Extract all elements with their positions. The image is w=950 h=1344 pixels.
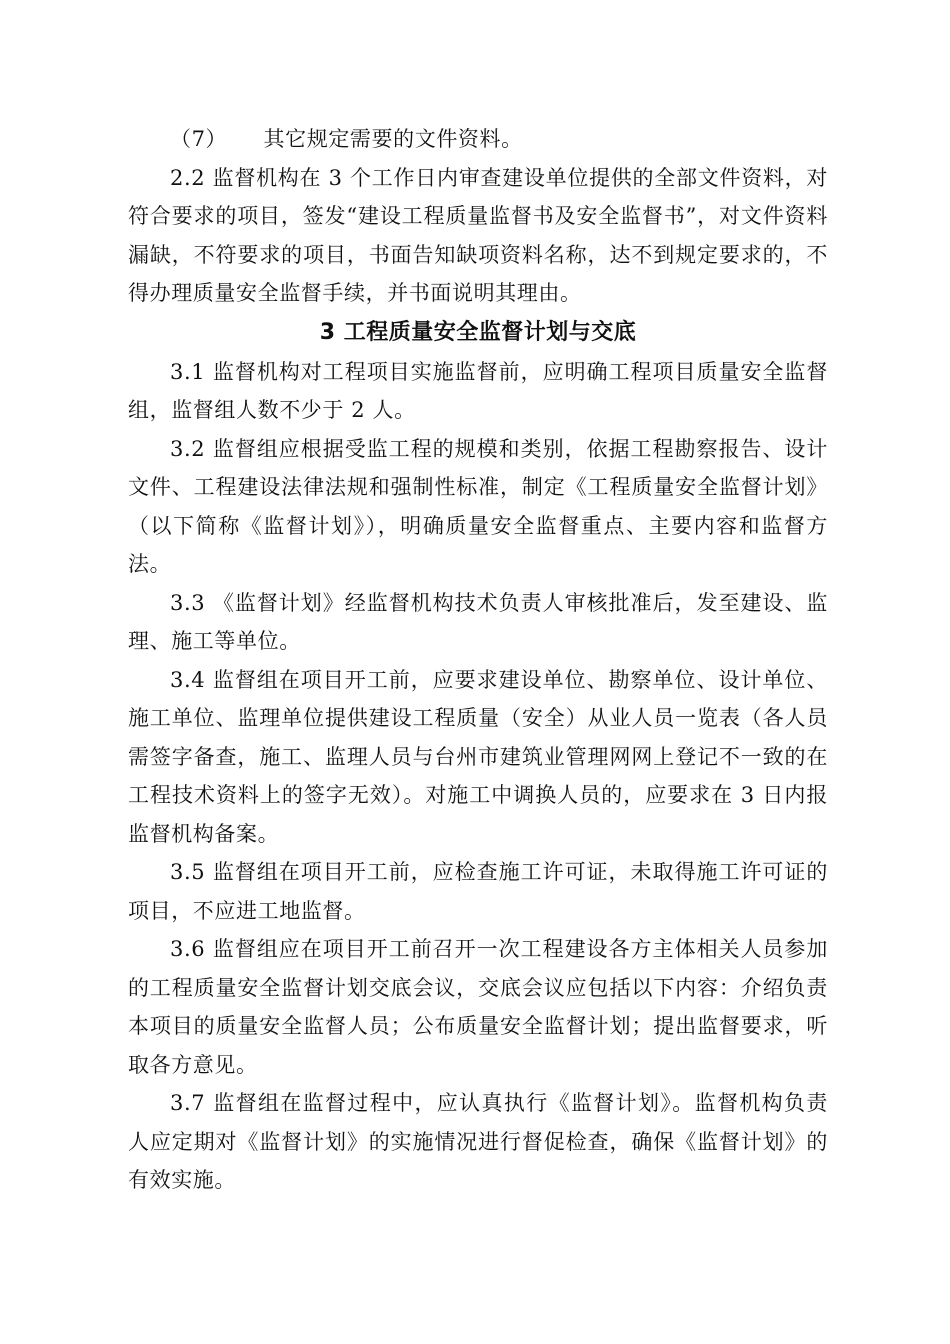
list-item-7: （7） 其它规定需要的文件资料。: [170, 127, 523, 151]
paragraph-3-6: 3.6 监督组应在项目开工前召开一次工程建设各方主体相关人员参加的工程质量安全监督计划交底会议，交底会议应包括以下内容：介绍负责本项目的质量安全监督人员；公布质量安全监督计划；提出监督要求，听取各方意见。: [128, 937, 828, 1077]
paragraph-3-1: 3.1 监督机构对工程项目实施监督前，应明确工程项目质量安全监督组，监督组人数不少于 2 人。: [128, 359, 828, 422]
paragraph-3-7: 3.7 监督组在监督过程中，应认真执行《监督计划》。监督机构负责人应定期对《监督计划》的实施情况进行督促检查，确保《监督计划》的有效实施。: [128, 1091, 828, 1192]
paragraph-3-4: 3.4 监督组在项目开工前，应要求建设单位、勘察单位、设计单位、施工单位、监理单位提供建设工程质量（安全）从业人员一览表（各人员需签字备查，施工、监理人员与台州市建筑业管理网网上登记不一致的在工程技术资料上的签字无效）。对施工中调换人员的，应要求在 3 日内报监督机构备案。: [128, 667, 828, 846]
paragraph-2-2: 2.2 监督机构在 3 个工作日内审查建设单位提供的全部文件资料，对符合要求的项目，签发“建设工程质量监督书及安全监督书”，对文件资料漏缺，不符要求的项目，书面告知缺项资料名称，达不到规定要求的，不得办理质量安全监督手续，并书面说明其理由。: [128, 165, 828, 305]
paragraph-3-3: 3.3 《监督计划》经监督机构技术负责人审核批准后，发至建设、监理、施工等单位。: [128, 590, 828, 653]
document-body: [128, 120, 828, 1200]
paragraph-3-5: 3.5 监督组在项目开工前，应检查施工许可证，未取得施工许可证的项目，不应进工地监督。: [128, 860, 828, 923]
paragraph-3-2: 3.2 监督组应根据受监工程的规模和类别，依据工程勘察报告、设计文件、工程建设法律法规和强制性标准，制定《工程质量安全监督计划》（以下简称《监督计划》），明确质量安全监督重点、主要内容和监督方法。: [128, 436, 828, 576]
section-3-heading: 3 工程质量安全监督计划与交底: [319, 319, 637, 345]
